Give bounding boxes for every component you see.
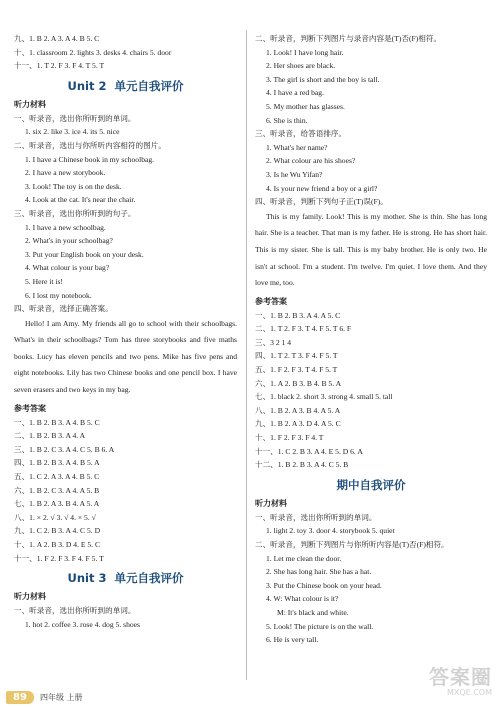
listening-material-label: 听力材料 [14, 592, 46, 602]
list-item: 2. What colour are his shoes? [266, 156, 356, 166]
answer-line: 四、1. T 2. T 3. F 4. F 5. T [255, 351, 338, 361]
watermark-logo [418, 666, 492, 702]
column-divider [246, 30, 247, 680]
list-item: 2. Her shoes are black. [266, 61, 336, 71]
section-instruction: 三、听录音，给答语排序。 [255, 129, 347, 139]
answer-line: 二、1. T 2. F 3. T 4. F 5. T 6. F [255, 324, 352, 334]
answer-line: 九、1. C 2. B 3. A 4. C 5. D [14, 526, 101, 536]
list-item: 4. Is your new friend a boy or a girl? [266, 183, 378, 193]
answer-line: 十一、1. T 2. F 3. F 4. T 5. T [14, 61, 105, 71]
list-item: 6. She is thin. [266, 115, 308, 125]
unit3-title-cn: 单元自我评价 [114, 571, 184, 586]
list-item: 3. Put your English book on your desk. [25, 249, 144, 259]
section-answer: 1. six 2. like 3. ice 4. its 5. nice [25, 127, 120, 137]
answer-line: 九、1. B 2. A 3. D 4. A 5. C [255, 419, 341, 429]
listening-material-label: 听力材料 [255, 498, 287, 508]
answers-title: 参考答案 [255, 296, 287, 306]
listening-material-label: 听力材料 [14, 99, 46, 109]
list-item: 6. I lost my notebook. [25, 290, 92, 300]
list-item: 3. The girl is short and the boy is tall. [266, 74, 380, 84]
answer-line: 十、1. A 2. B 3. D 4. E 5. C [14, 540, 101, 549]
answer-line: 八、1. × 2. √ 3. √ 4. × 5. √ [14, 512, 96, 522]
list-item: 4. I have a red bag. [266, 88, 324, 98]
answer-line: 四、1. B 2. B 3. A 4. B 5. A [14, 458, 100, 468]
answer-line: 九、1. B 2. A 3. A 4. B 5. C [14, 34, 100, 43]
answer-line: 一、1. B 2. B 3. A 4. A 5. C [255, 310, 341, 320]
answers-title: 参考答案 [14, 403, 46, 413]
list-item: 2. I have a new storybook. [25, 168, 106, 178]
list-item: 3. Look! The toy is on the desk. [25, 181, 122, 191]
page-footer [6, 690, 83, 704]
list-item: 1. Let me clean the door. [266, 553, 342, 563]
list-item: 5. My mother has glasses. [266, 101, 345, 111]
list-item: 2. What's in your schoolbag? [25, 236, 113, 246]
list-item: 5. Look! The picture is on the wall. [266, 621, 374, 631]
unit3-heading [14, 570, 237, 586]
answer-line: 三、3 2 1 4 [255, 337, 292, 347]
section-answer: 1. light 2. toy 3. door 4. storybook 5. quiet [266, 526, 395, 536]
answer-line: 八、1. B 2. A 3. B 4. A 5. A [255, 405, 341, 415]
list-item: 1. I have a Chinese book in my schoolbag. [25, 154, 155, 164]
right-column [255, 32, 487, 647]
section-answer: 1. hot 2. coffee 3. rose 4. dog 5. shoes [25, 619, 141, 629]
answer-line: 六、1. A 2. B 3. B 4. B 5. A [255, 378, 342, 388]
list-item: 4. What colour is your bag? [25, 263, 110, 273]
section-instruction: 三、听录音，选出你所听到的句子。 [14, 208, 136, 218]
answer-line: 七、1. black 2. short 3. strong 4. small 5. tall [255, 392, 393, 402]
midterm-heading: 期中自我评价 [336, 477, 406, 492]
list-item: 3. Put the Chinese book on your head. [266, 580, 382, 590]
section-instruction: 一、听录音，选出你所听到的单词。 [14, 606, 136, 616]
answer-line: 六、1. B 2. C 3. A 4. A 5. B [14, 485, 100, 495]
section-instruction: 二、听录音，判断下列图片与录音内容是(T)否(F)相符。 [255, 34, 442, 43]
answer-line: 二、1. B 2. B 3. A 4. A [14, 431, 86, 441]
list-item: 2. She has long hair. She has a hat. [266, 567, 372, 577]
answer-line: 十二、1. B 2. B 3. A 4. C 5. B [255, 460, 349, 470]
answer-line: 一、1. B 2. B 3. A 4. B 5. C [14, 417, 100, 427]
watermark-url: MXQE.COM [446, 688, 492, 697]
answer-line: 五、1. F 2. F 3. T 4. F 5. T [255, 365, 338, 375]
list-item: M: It's black and white. [277, 607, 349, 617]
watermark-text: 答案圈 [429, 665, 492, 689]
unit2-heading [14, 78, 237, 94]
answer-line: 三、1. B 2. C 3. A 4. C 5. B 6. A [14, 444, 115, 454]
list-item: 3. Is he Wu Yifan? [266, 169, 323, 179]
answer-line: 十一、1. C 2. B 3. A 4. E 5. D 6. A [255, 446, 363, 456]
unit3-title-unit: Unit 3 [67, 571, 107, 586]
section-instruction: 二、听录音，判断下列图片与你所听内容是(T)否(F)相符。 [255, 540, 449, 549]
section-instruction: 一、听录音，选出你所听到的单词。 [14, 113, 136, 123]
listening-passage: This is my family. Look! This is my mother. She is thin. She has long hair. She is a teacher. That man is my father. He is strong. He has short hair. This is my sister. She is tall. This is my baby brother. He is only two. He isn't at school. I'm a student. I'm twelve. I'm quiet. I love them. And they love me, too. [255, 211, 487, 288]
left-column [14, 32, 237, 631]
list-item: 1. What's her name? [266, 142, 328, 152]
list-item: 1. I have a new schoolbag. [25, 222, 106, 232]
grade-label: 四年级 上册 [40, 692, 83, 702]
unit2-title-cn: 单元自我评价 [114, 78, 184, 93]
list-item: 4. Look at the cat. It's near the chair. [25, 195, 136, 205]
answer-line: 十一、1. F 2. F 3. F 4. F 5. T [14, 553, 104, 563]
list-item: 4. W: What colour is it? [266, 594, 339, 604]
listening-passage: Hello! I am Amy. My friends all go to school with their schoolbags. What's in their schoolbags? Tom has three storybooks and five maths books. Lucy has eleven pencils and two pens. Mike has five pens and eight notebooks. Lily has two Chinese books and one pencil box. I have seven erasers and two keys in my bag. [14, 318, 237, 395]
list-item: 1. Look! I have long hair. [266, 47, 344, 57]
section-instruction: 四、听录音，选择正确答案。 [14, 304, 113, 314]
list-item: 5. Here it is! [25, 276, 63, 286]
section-instruction: 二、听录音，选出与你所听内容相符的图片。 [14, 140, 166, 150]
answer-line: 七、1. B 2. A 3. B 4. A 5. A [14, 499, 100, 509]
answer-line: 十、1. classroom 2. lights 3. desks 4. chairs 5. door [14, 47, 172, 57]
section-instruction: 一、听录音，选出你所听到的单词。 [255, 512, 377, 522]
unit2-title-unit: Unit 2 [67, 78, 107, 93]
section-instruction: 四、听录音，判断下列句子正(T)误(F)。 [255, 197, 388, 207]
list-item: 6. He is very tall. [266, 635, 319, 645]
answer-line: 五、1. C 2. A 3. A 4. B 5. C [14, 472, 100, 482]
answer-line: 十、1. F 2. F 3. F 4. T [255, 433, 324, 443]
page-number: 89 [6, 691, 34, 704]
